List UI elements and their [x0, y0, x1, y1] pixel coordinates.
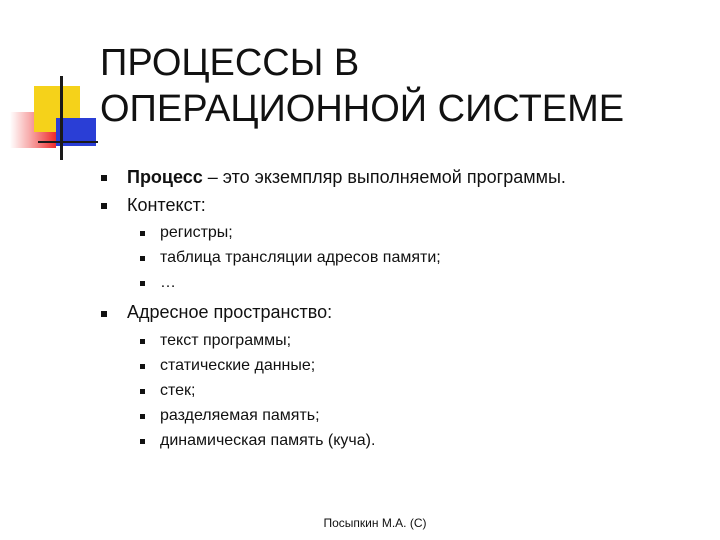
address-space-item: текст программы; — [160, 332, 292, 349]
slide-footer-author: Посыпкин М.А. (С) — [323, 516, 427, 530]
address-space-item: стек; — [160, 382, 196, 399]
bullet-square-icon — [101, 203, 107, 209]
bullet-square-icon — [101, 175, 107, 181]
bullet-square-icon — [101, 311, 107, 317]
bullet-context: Контекст: — [127, 195, 206, 215]
sub-bullet-square-icon — [140, 414, 145, 419]
context-item: … — [160, 274, 176, 291]
sub-bullet-square-icon — [140, 281, 145, 286]
context-item: регистры; — [160, 224, 233, 241]
sub-bullet-square-icon — [140, 439, 145, 444]
bullet-process — [127, 166, 566, 188]
bullet-address-space: Адресное пространство: — [127, 302, 333, 322]
slide-title-line2: ОПЕРАЦИОННОЙ СИСТЕМЕ — [100, 88, 625, 130]
sub-bullet-square-icon — [140, 339, 145, 344]
address-space-item: разделяемая память; — [160, 407, 320, 424]
address-space-item: динамическая память (куча). — [160, 432, 376, 449]
sub-bullet-square-icon — [140, 389, 145, 394]
sub-bullet-square-icon — [140, 231, 145, 236]
sub-bullet-square-icon — [140, 364, 145, 369]
slide-title-line1: ПРОЦЕССЫ В — [100, 42, 360, 84]
sub-bullet-square-icon — [140, 256, 145, 261]
process-definition: – это экземпляр выполняемой программы. — [202, 167, 566, 187]
address-space-item: статические данные; — [160, 357, 316, 374]
context-item: таблица трансляции адресов памяти; — [160, 249, 441, 266]
process-term: Процесс — [127, 167, 203, 187]
